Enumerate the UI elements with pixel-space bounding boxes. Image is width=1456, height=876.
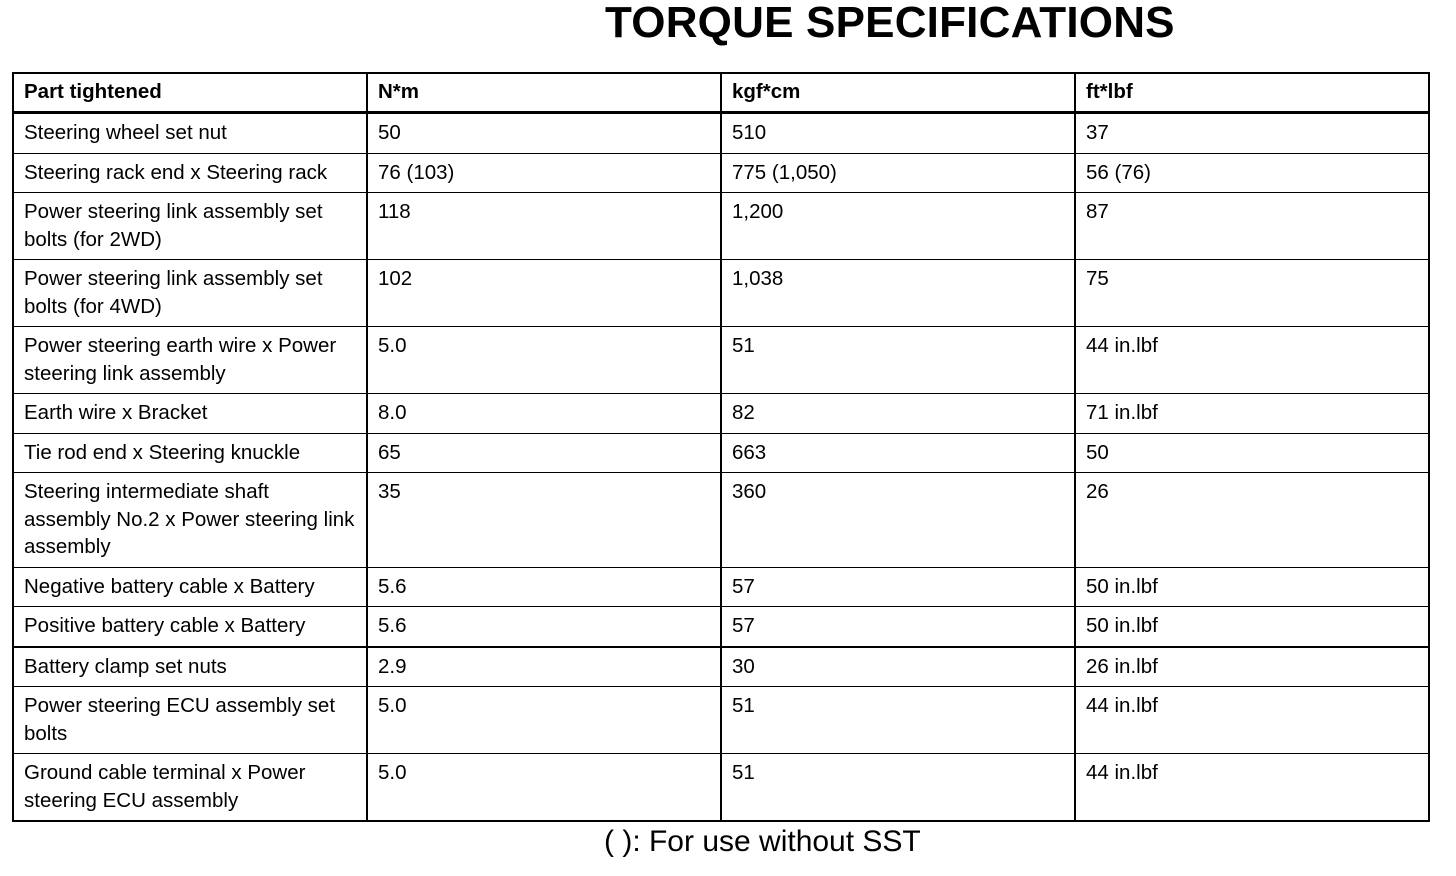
cell-nm: 2.9 xyxy=(367,647,721,687)
cell-ftlbf: 44 in.lbf xyxy=(1075,687,1429,754)
cell-kgfcm: 51 xyxy=(721,687,1075,754)
page-title: TORQUE SPECIFICATIONS xyxy=(605,0,1175,47)
cell-part: Steering wheel set nut xyxy=(13,113,367,154)
cell-kgfcm: 775 (1,050) xyxy=(721,153,1075,193)
cell-kgfcm: 51 xyxy=(721,754,1075,822)
cell-part: Power steering link assembly set bolts (for 4WD) xyxy=(13,260,367,327)
cell-kgfcm: 1,200 xyxy=(721,193,1075,260)
table-row xyxy=(13,607,1429,647)
cell-nm: 35 xyxy=(367,473,721,568)
header-nm: N*m xyxy=(367,73,721,113)
cell-ftlbf: 26 in.lbf xyxy=(1075,647,1429,687)
cell-ftlbf: 50 in.lbf xyxy=(1075,567,1429,607)
cell-ftlbf: 37 xyxy=(1075,113,1429,154)
cell-ftlbf: 87 xyxy=(1075,193,1429,260)
table-row xyxy=(13,193,1429,260)
cell-part: Positive battery cable x Battery xyxy=(13,607,367,647)
cell-ftlbf: 50 in.lbf xyxy=(1075,607,1429,647)
table-row xyxy=(13,153,1429,193)
cell-ftlbf: 56 (76) xyxy=(1075,153,1429,193)
cell-nm: 5.6 xyxy=(367,567,721,607)
cell-nm: 5.0 xyxy=(367,327,721,394)
torque-spec-table xyxy=(12,72,1430,822)
table-row xyxy=(13,754,1429,822)
cell-nm: 8.0 xyxy=(367,394,721,434)
cell-nm: 118 xyxy=(367,193,721,260)
cell-kgfcm: 663 xyxy=(721,433,1075,473)
table-row xyxy=(13,647,1429,687)
header-part-tightened: Part tightened xyxy=(13,73,367,113)
cell-ftlbf: 44 in.lbf xyxy=(1075,754,1429,822)
header-ftlbf: ft*lbf xyxy=(1075,73,1429,113)
cell-part: Negative battery cable x Battery xyxy=(13,567,367,607)
table-row xyxy=(13,687,1429,754)
cell-part: Power steering earth wire x Power steering link assembly xyxy=(13,327,367,394)
header-kgfcm: kgf*cm xyxy=(721,73,1075,113)
table-row xyxy=(13,394,1429,434)
table-row xyxy=(13,327,1429,394)
table-row xyxy=(13,433,1429,473)
table-row xyxy=(13,473,1429,568)
cell-nm: 102 xyxy=(367,260,721,327)
cell-nm: 65 xyxy=(367,433,721,473)
cell-part: Steering intermediate shaft assembly No.2 x Power steering link assembly xyxy=(13,473,367,568)
cell-kgfcm: 1,038 xyxy=(721,260,1075,327)
cell-ftlbf: 44 in.lbf xyxy=(1075,327,1429,394)
cell-ftlbf: 75 xyxy=(1075,260,1429,327)
cell-kgfcm: 57 xyxy=(721,567,1075,607)
cell-ftlbf: 50 xyxy=(1075,433,1429,473)
table-row xyxy=(13,113,1429,154)
cell-part: Tie rod end x Steering knuckle xyxy=(13,433,367,473)
cell-part: Battery clamp set nuts xyxy=(13,647,367,687)
cell-kgfcm: 30 xyxy=(721,647,1075,687)
cell-kgfcm: 51 xyxy=(721,327,1075,394)
cell-part: Ground cable terminal x Power steering ECU assembly xyxy=(13,754,367,822)
cell-nm: 5.0 xyxy=(367,754,721,822)
cell-kgfcm: 82 xyxy=(721,394,1075,434)
cell-kgfcm: 360 xyxy=(721,473,1075,568)
footnote: ( ): For use without SST xyxy=(604,825,921,858)
cell-part: Earth wire x Bracket xyxy=(13,394,367,434)
cell-part: Steering rack end x Steering rack xyxy=(13,153,367,193)
cell-nm: 50 xyxy=(367,113,721,154)
cell-nm: 5.0 xyxy=(367,687,721,754)
cell-kgfcm: 57 xyxy=(721,607,1075,647)
cell-nm: 5.6 xyxy=(367,607,721,647)
table-row xyxy=(13,567,1429,607)
cell-ftlbf: 71 in.lbf xyxy=(1075,394,1429,434)
cell-ftlbf: 26 xyxy=(1075,473,1429,568)
cell-kgfcm: 510 xyxy=(721,113,1075,154)
cell-part: Power steering ECU assembly set bolts xyxy=(13,687,367,754)
cell-nm: 76 (103) xyxy=(367,153,721,193)
table-header-row xyxy=(13,73,1429,113)
cell-part: Power steering link assembly set bolts (for 2WD) xyxy=(13,193,367,260)
table-row xyxy=(13,260,1429,327)
